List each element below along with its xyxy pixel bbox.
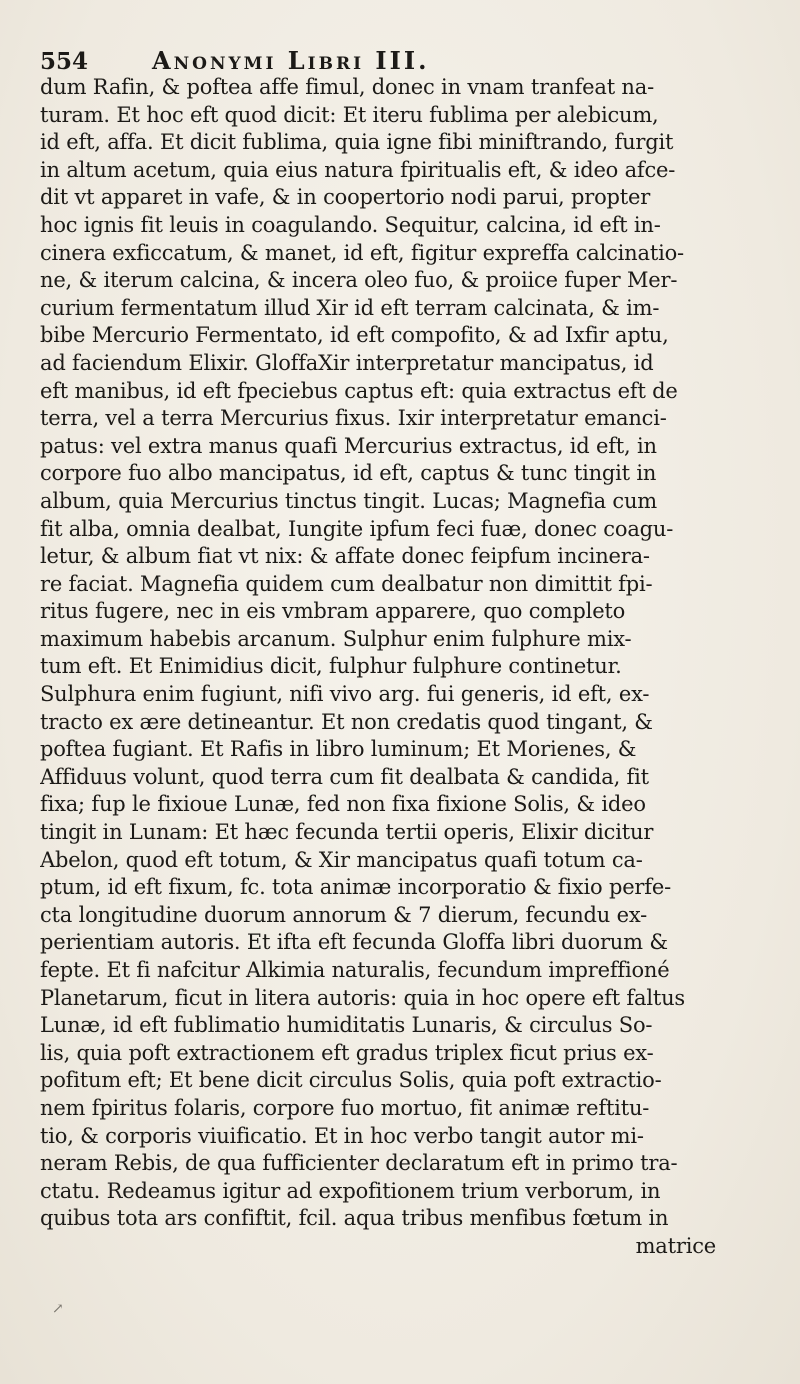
- text-line: pofitum eft; Et bene dicit circulus Solis, quia poft extractio-: [40, 1068, 662, 1093]
- text-line: curium fermentatum illud Xir id eft terram calcinata, & im-: [40, 295, 660, 320]
- text-line: Sulphura enim fugiunt, nifi vivo arg. fui generis, id eft, ex-: [40, 682, 650, 707]
- text-line: ptum, id eft fixum, fc. tota animæ incorporatio & fixio perfe-: [40, 875, 671, 900]
- text-line: maximum habebis arcanum. Sulphur enim fulphure mix-: [40, 626, 632, 651]
- text-line: Abelon, quod eft totum, & Xir mancipatus quafi totum ca-: [40, 847, 643, 872]
- text-line: corpore fuo albo mancipatus, id eft, captus & tunc tingit in: [40, 461, 657, 486]
- text-line: ritus fugere, nec in eis vmbram apparere, quo completo: [40, 599, 626, 624]
- text-line: poftea fugiant. Et Rafis in libro luminum; Et Morienes, &: [40, 737, 637, 762]
- text-line: terra, vel a terra Mercurius fixus. Ixir interpretatur emanci-: [40, 406, 667, 431]
- text-line: hoc ignis fit leuis in coagulando. Sequitur, calcina, id eft in-: [40, 212, 661, 237]
- text-line: Affiduus volunt, quod terra cum fit dealbata & candida, fit: [40, 764, 649, 789]
- text-line: id eft, affa. Et dicit fublima, quia igne fibi miniftrando, furgit: [40, 130, 674, 155]
- text-line: ad faciendum Elixir. GloffaXir interpretatur mancipatus, id: [40, 350, 654, 375]
- text-line: tingit in Lunam: Et hæc fecunda tertii operis, Elixir dicitur: [40, 820, 654, 845]
- text-line: Lunæ, id eft fublimatio humiditatis Lunaris, & circulus So-: [40, 1013, 653, 1038]
- text-line: lis, quia poft extractionem eft gradus triplex ficut prius ex-: [40, 1040, 654, 1065]
- catchword: matrice: [635, 1233, 716, 1258]
- text-line: album, quia Mercurius tinctus tingit. Lucas; Magnefia cum: [40, 488, 658, 513]
- text-line: cinera exficcatum, & manet, id eft, figitur expreffa calcinatio-: [40, 240, 684, 265]
- text-line: eft manibus, id eft fpeciebus captus eft: quia extractus eft de: [40, 378, 678, 403]
- text-line: fixa; fup le fixioue Lunæ, fed non fixa fixione Solis, & ideo: [40, 792, 646, 817]
- text-line: tio, & corporis viuificatio. Et in hoc verbo tangit autor mi-: [40, 1123, 644, 1148]
- page-number: 554: [40, 48, 89, 75]
- text-line: ctatu. Redeamus igitur ad expofitionem trium verborum, in: [40, 1178, 661, 1203]
- text-line: ne, & iterum calcina, & incera oleo fuo, & proiice fuper Mer-: [40, 268, 678, 293]
- text-line: tracto ex ære detineantur. Et non credatis quod tingant, &: [40, 709, 653, 734]
- text-line: Planetarum, ficut in litera autoris: quia in hoc opere eft faltus: [40, 985, 685, 1010]
- text-line: neram Rebis, de qua fufficienter declaratum eft in primo tra-: [40, 1151, 678, 1176]
- text-line: dit vt apparet in vafe, & in coopertorio nodi parui, propter: [40, 185, 651, 210]
- text-line: nem fpiritus folaris, corpore fuo mortuo, fit animæ reftitu-: [40, 1095, 650, 1120]
- text-line: patus: vel extra manus quafi Mercurius extractus, id eft, in: [40, 433, 657, 458]
- text-line: fepte. Et fi nafcitur Alkimia naturalis, fecundum impreffioné: [40, 958, 670, 982]
- running-title: Anonymi Libri III.: [152, 46, 430, 75]
- text-line: perientiam autoris. Et ifta eft fecunda Gloffa libri duorum &: [40, 930, 668, 955]
- body-text: [40, 74, 760, 1261]
- text-line: tum eft. Et Enimidius dicit, fulphur fulphure continetur.: [40, 654, 622, 679]
- text-line: cta longitudine duorum annorum & 7 dierum, fecundu ex-: [40, 902, 647, 927]
- text-line: letur, & album fiat vt nix: & affate donec feipfum incinera-: [40, 544, 650, 569]
- text-line: turam. Et hoc eft quod dicit: Et iteru fublima per alebicum,: [40, 102, 659, 127]
- text-line: re faciat. Magnefia quidem cum dealbatur non dimittit fpi-: [40, 571, 653, 596]
- text-line: quibus tota ars confiftit, fcil. aqua tribus menfibus fœtum in: [40, 1206, 669, 1231]
- text-line: dum Rafin, & poftea affe fimul, donec in vnam tranfeat na-: [40, 75, 654, 99]
- text-line: fit alba, omnia dealbat, Iungite ipfum feci fuæ, donec coagu-: [40, 516, 674, 541]
- running-head: [40, 40, 760, 75]
- text-line: bibe Mercurio Fermentato, id eft compofito, & ad Ixfir aptu,: [40, 323, 669, 348]
- text-line: in altum acetum, quia eius natura fpiritualis eft, & ideo afce-: [40, 157, 676, 182]
- margin-mark: ↗: [52, 1301, 64, 1317]
